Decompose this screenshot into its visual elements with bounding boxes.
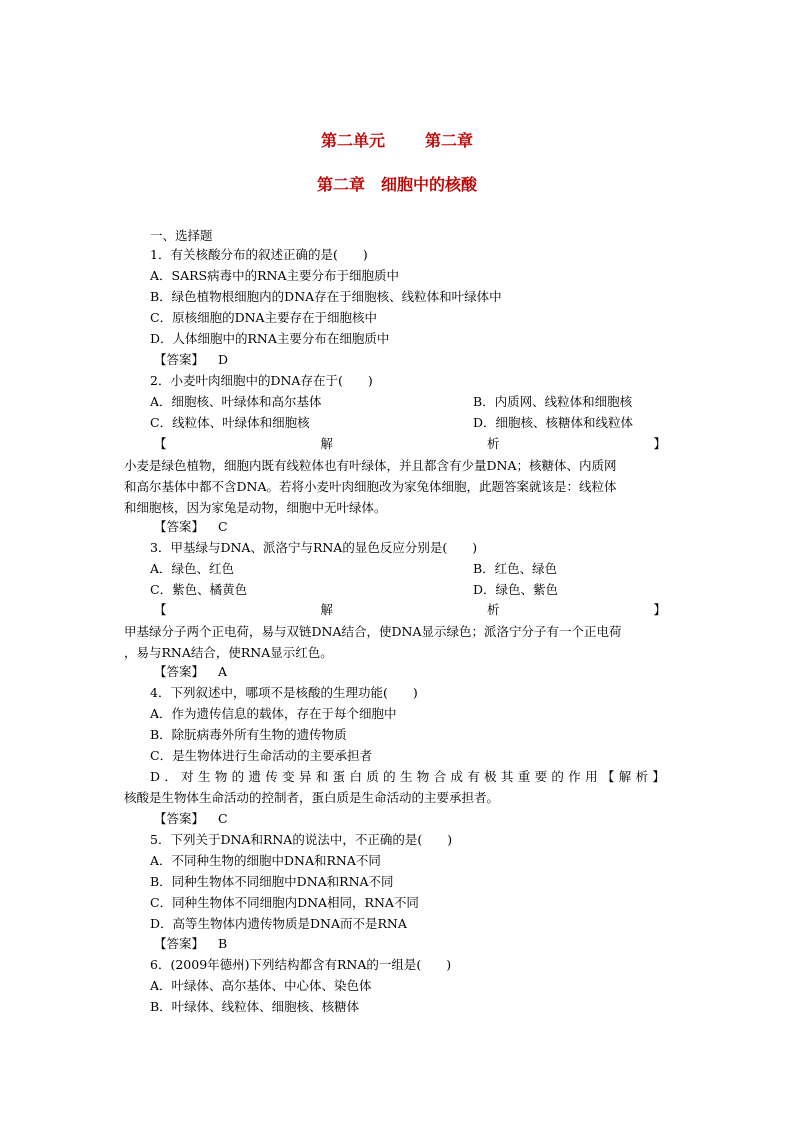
- q3-explanation-line: ，易与RNA结合，使RNA显示红色。: [124, 645, 333, 660]
- q2-explanation-line: 小麦是绿色植物，细胞内既有线粒体也有叶绿体，并且都含有少量DNA；核糖体、内质网: [124, 458, 617, 473]
- q1-answer: [154, 351, 228, 369]
- q2-explanation-header: [154, 435, 666, 453]
- page-title: 第二章 细胞中的核酸: [316, 175, 477, 194]
- q3-option-d: D．绿色、紫色: [473, 582, 559, 597]
- q3-explanation-header: [154, 601, 666, 619]
- answer-value: D: [218, 352, 229, 367]
- q2-option-a: A．细胞核、叶绿体和高尔基体: [150, 394, 322, 409]
- q2-option-b: B．内质网、线粒体和细胞核: [473, 394, 633, 409]
- answer-value: A: [218, 664, 228, 679]
- q2-explanation: [124, 455, 672, 518]
- answer-label: 【答案】: [154, 352, 205, 367]
- section-heading: 一、选择题: [150, 228, 213, 243]
- jiexi-char-2: 析: [486, 436, 500, 451]
- answer-value: C: [218, 519, 228, 534]
- bracket-close: 】: [653, 436, 666, 451]
- chapter-label: 第二章: [425, 131, 474, 150]
- q6-option-b: B．叶绿体、线粒体、细胞核、核糖体: [150, 999, 360, 1014]
- bracket-open: 【: [154, 436, 167, 451]
- question-3-stem: 3．甲基绿与DNA、派洛宁与RNA的显色反应分别是( ): [150, 540, 478, 555]
- q6-option-a: A．叶绿体、高尔基体、中心体、染色体: [150, 978, 372, 993]
- question-6-stem: 6．(2009年德州)下列结构都含有RNA的一组是( ): [150, 957, 452, 972]
- answer-label: 【答案】: [154, 664, 205, 679]
- answer-label: 【答案】: [154, 936, 205, 951]
- q1-option-d: D．人体细胞中的RNA主要分布在细胞质中: [150, 331, 390, 346]
- q4-option-b: B．除朊病毒外所有生物的遗传物质: [150, 727, 347, 742]
- q2-option-d: D．细胞核、核糖体和线粒体: [473, 415, 634, 430]
- question-4-stem: 4．下列叙述中，哪项不是核酸的生理功能( ): [150, 685, 418, 700]
- q3-answer: [154, 663, 227, 681]
- question-1-stem: 1．有关核酸分布的叙述正确的是( ): [150, 247, 368, 262]
- jiexi-char-1: 解: [320, 602, 333, 617]
- q2-answer: [154, 518, 228, 536]
- q3-explanation-line: 甲基绿分子两个正电荷，易与双链DNA结合，使DNA显示绿色；派洛宁分子有一个正电荷: [124, 624, 622, 639]
- answer-value: C: [218, 811, 228, 826]
- q2-explanation-line: 和细胞核，因为家兔是动物，细胞中无叶绿体。: [124, 500, 387, 515]
- q3-option-b: B．红色、绿色: [473, 561, 558, 576]
- q5-option-c: C．同种生物体不同细胞内DNA相同，RNA不同: [150, 895, 419, 910]
- q2-option-c: C．线粒体、叶绿体和细胞核: [150, 415, 310, 430]
- question-5-stem: 5．下列关于DNA和RNA的说法中，不正确的是( ): [150, 832, 453, 847]
- q3-option-a: A．绿色、红色: [150, 561, 235, 576]
- bracket-open: 【: [154, 602, 167, 617]
- q2-explanation-line: 和高尔基体中都不含DNA。若将小麦叶肉细胞改为家兔体细胞，此题答案就该是：线粒体: [124, 479, 617, 494]
- q4-explanation: 核酸是生物体生命活动的控制者，蛋白质是生命活动的主要承担者。: [124, 790, 500, 805]
- q5-option-b: B．同种生物体不同细胞中DNA和RNA不同: [150, 874, 394, 889]
- q3-explanation: [124, 621, 672, 663]
- q3-option-c: C．紫色、橘黄色: [150, 582, 248, 597]
- answer-label: 【答案】: [154, 519, 205, 534]
- jiexi-char-1: 解: [320, 436, 333, 451]
- bracket-close: 】: [653, 602, 666, 617]
- unit-title: [0, 128, 794, 151]
- q4-option-d: D．对生物的遗传变异和蛋白质的生物合成有极其重要的作用【解析】: [150, 769, 666, 784]
- q1-option-a: A．SARS病毒中的RNA主要分布于细胞质中: [150, 268, 399, 283]
- question-2-stem: 2．小麦叶肉细胞中的DNA存在于( ): [150, 373, 373, 388]
- q5-option-d: D．高等生物体内遗传物质是DNA而不是RNA: [150, 916, 407, 931]
- jiexi-char-2: 析: [486, 602, 500, 617]
- q1-option-c: C．原核细胞的DNA主要存在于细胞核中: [150, 310, 378, 325]
- q4-answer: [154, 810, 228, 828]
- unit-label: 第二单元: [320, 131, 385, 150]
- q5-answer: [154, 935, 227, 953]
- q4-option-a: A．作为遗传信息的载体，存在于每个细胞中: [150, 706, 397, 721]
- answer-label: 【答案】: [154, 811, 205, 826]
- answer-value: B: [218, 936, 228, 951]
- q1-option-b: B．绿色植物根细胞内的DNA存在于细胞核、线粒体和叶绿体中: [150, 289, 502, 304]
- q4-option-c: C．是生物体进行生命活动的主要承担者: [150, 748, 373, 763]
- q5-option-a: A．不同种生物的细胞中DNA和RNA不同: [150, 853, 381, 868]
